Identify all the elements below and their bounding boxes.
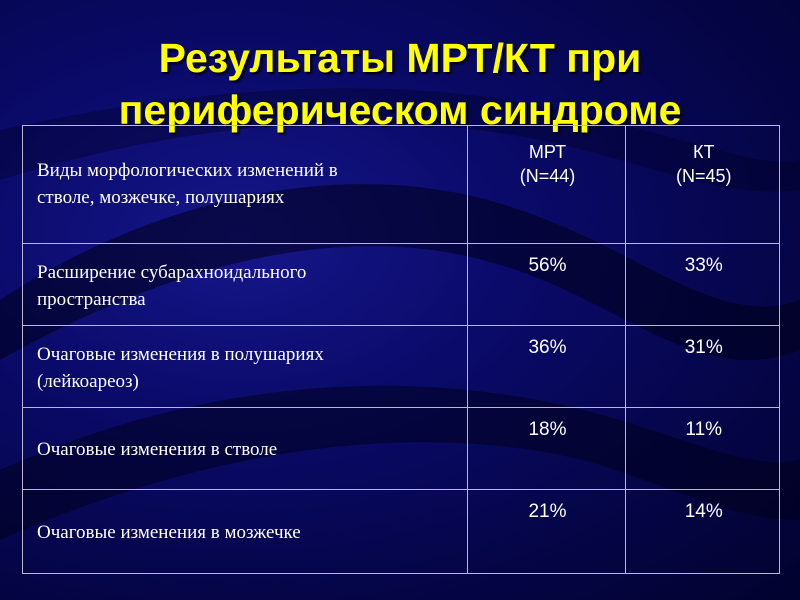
row-label-cell	[23, 244, 468, 326]
row-label-cell	[23, 408, 468, 490]
row-label-line1: Расширение субарахноидального	[37, 261, 307, 283]
slide-title-line2: периферическом синдроме	[118, 87, 682, 133]
row-label-cell	[23, 326, 468, 408]
table-row	[23, 408, 780, 490]
row-mrt-value: 36%	[467, 326, 626, 408]
slide-title	[0, 32, 800, 136]
results-table	[22, 125, 780, 574]
row-label-line1: Очаговые изменения в полушариях	[37, 343, 324, 365]
header-kt-n: (N=45)	[675, 166, 732, 186]
row-kt-value: 33%	[626, 244, 780, 326]
header-label-cell	[23, 126, 468, 244]
row-kt-value: 31%	[626, 326, 780, 408]
table-header-row	[23, 126, 780, 244]
row-mrt-value: 56%	[467, 244, 626, 326]
row-label-line1: Очаговые изменения в мозжечке	[37, 522, 301, 543]
table-row	[23, 326, 780, 408]
slide-title-line1: Результаты МРТ/КТ при	[158, 35, 642, 81]
header-label-line1: Виды морфологических изменений в	[37, 159, 338, 181]
header-mrt-name: МРТ	[528, 142, 567, 162]
header-kt-cell	[626, 126, 780, 244]
row-mrt-value: 18%	[467, 408, 626, 490]
header-mrt-cell	[467, 126, 626, 244]
header-label-line2: стволе, мозжечке, полушариях	[37, 186, 285, 208]
row-kt-value: 11%	[626, 408, 780, 490]
header-mrt-n: (N=44)	[519, 166, 576, 186]
table-row	[23, 244, 780, 326]
row-kt-value: 14%	[626, 490, 780, 574]
row-label-line1: Очаговые изменения в стволе	[37, 439, 278, 460]
row-label-cell	[23, 490, 468, 574]
row-mrt-value: 21%	[467, 490, 626, 574]
header-kt-name: КТ	[692, 142, 715, 162]
row-label-line2: (лейкоареоз)	[37, 370, 139, 392]
table-row	[23, 490, 780, 574]
row-label-line2: пространства	[37, 288, 146, 310]
